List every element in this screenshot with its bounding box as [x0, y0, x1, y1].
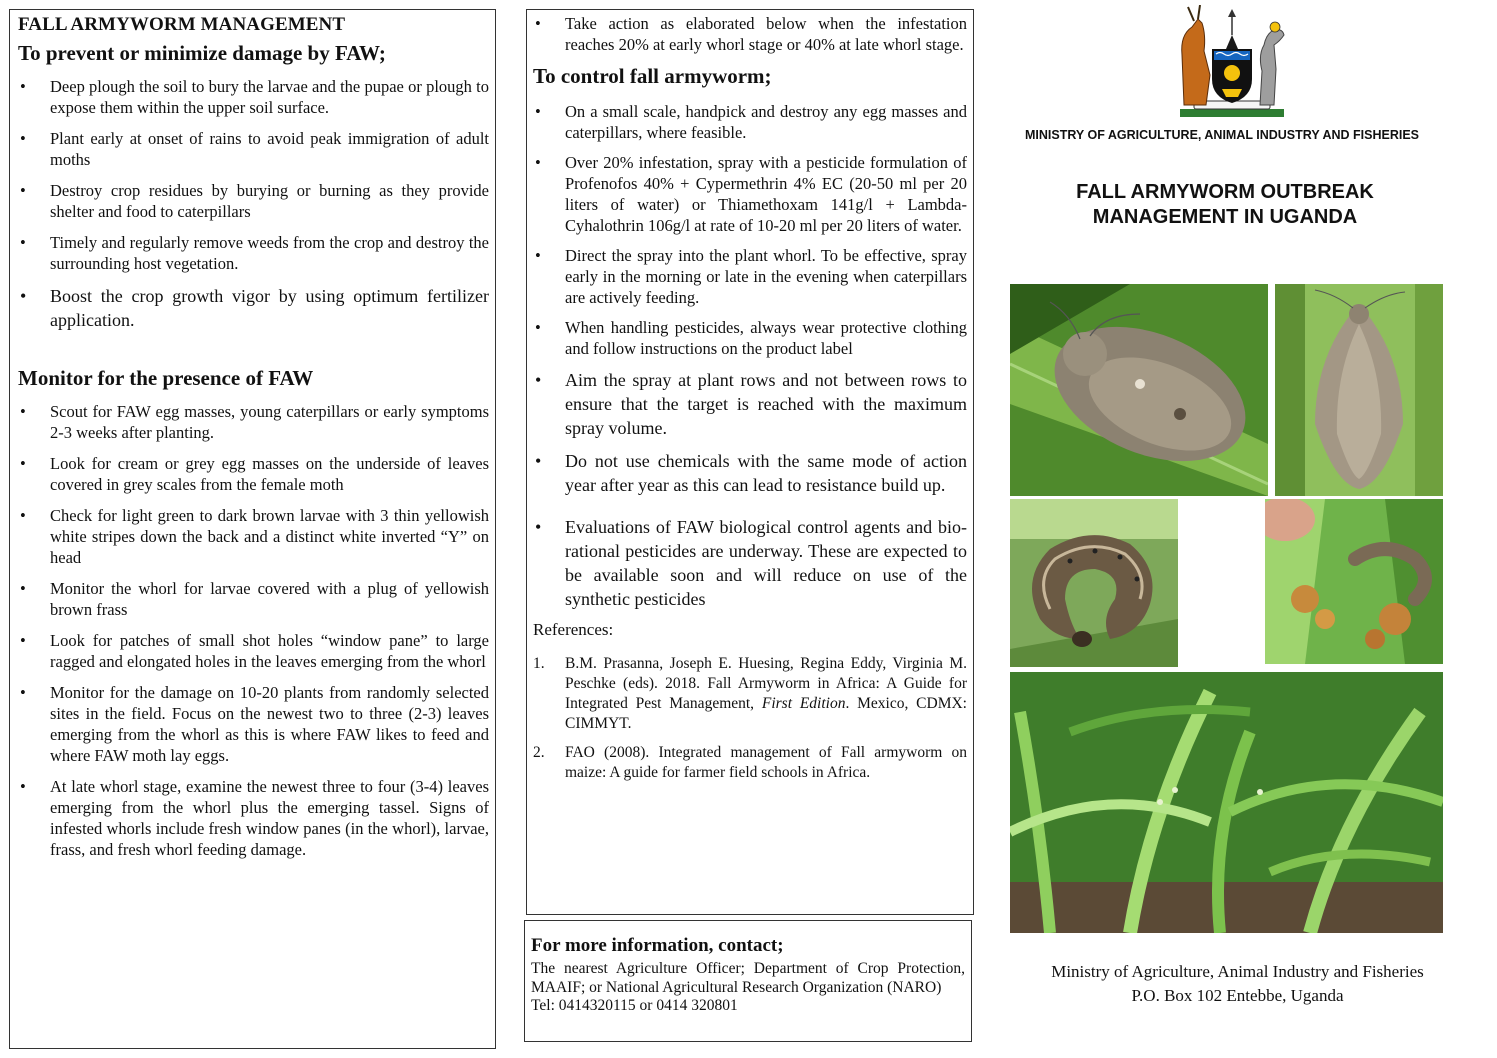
left-panel [9, 9, 496, 1049]
list-item: • Check for light green to dark brown larvae with 3 thin yellowish white stripes down the back and a distinct white inverted “Y” on head [18, 505, 489, 568]
list-item: • Evaluations of FAW biological control agents and bio-rational pesticides are underway. These are expected to be available soon and will reduce on use of the synthetic pesticides [533, 515, 967, 611]
cover-footer [1000, 960, 1475, 1008]
list-item: • Aim the spray at plant rows and not between rows to ensure that the target is reached with the maximum spray volume. [533, 368, 967, 440]
list-item: • Direct the spray into the plant whorl. To be effective, spray early in the morning or late in the evening when caterpillars are actively feeding. [533, 245, 967, 308]
monitor-list [18, 401, 489, 860]
contact-phone: Tel: 0414320115 or 0414 320801 [531, 997, 738, 1014]
footer-address: P.O. Box 102 Entebbe, Uganda [1131, 986, 1344, 1005]
list-item: • Do not use chemicals with the same mode of action year after year as this can lead to resistance build up. [533, 449, 967, 497]
contact-body: The nearest Agriculture Officer; Department of Crop Protection, MAAIF; or National Agricultural Research Organization (NARO) [531, 960, 965, 996]
list-item: • Look for cream or grey egg masses on the underside of leaves covered in grey scales from the female moth [18, 453, 489, 495]
moth-photo-2 [1275, 284, 1443, 496]
intro-list [533, 13, 967, 55]
list-item: • Destroy crop residues by burying or burning as they provide shelter and food to caterpillars [18, 180, 489, 222]
control-list [533, 101, 967, 611]
list-item: • Boost the crop growth vigor by using optimum fertilizer application. [18, 284, 489, 332]
list-item: • When handling pesticides, always wear protective clothing and follow instructions on the product label [533, 317, 967, 359]
list-item: • Plant early at onset of rains to avoid peak immigration of adult moths [18, 128, 489, 170]
references-heading: References: [533, 620, 614, 639]
list-item: • Deep plough the soil to bury the larvae and the pupae or plough to expose them within the upper soil surface. [18, 76, 489, 118]
list-item: • Scout for FAW egg masses, young caterpillars or early symptoms 2-3 weeks after planting. [18, 401, 489, 443]
larva-photo [1010, 499, 1178, 667]
cover-title-line: FALL ARMYWORM OUTBREAK [1076, 181, 1374, 203]
monitor-heading: Monitor for the presence of FAW [18, 366, 314, 390]
uganda-coat-of-arms-icon [1172, 5, 1292, 120]
cover-title [1000, 180, 1450, 230]
references-list [533, 654, 967, 783]
reference-text: FAO (2008). Integrated management of Fall armyworm on maize: A guide for farmer field schools in Africa. [565, 744, 967, 781]
ministry-name: MINISTRY OF AGRICULTURE, ANIMAL INDUSTRY AND FISHERIES [1025, 128, 1419, 142]
list-item: • Take action as elaborated below when the infestation reaches 20% at early whorl stage or 40% at late whorl stage. [533, 13, 967, 55]
reference-number: 2. [533, 744, 545, 761]
reference-item [533, 654, 967, 734]
middle-panel [526, 9, 974, 915]
list-item: • At late whorl stage, examine the newest three to four (3-4) leaves emerging from the whorl plus the emerging tassel. Signs of infested whorls include fresh window panes (in the whorl), larvae, frass, and fresh whorl feeding damage. [18, 776, 489, 860]
list-item: • On a small scale, handpick and destroy any egg masses and caterpillars, where feasible. [533, 101, 967, 143]
cover-panel [1000, 0, 1470, 1058]
larva-in-whorl-photo [1265, 499, 1443, 664]
control-heading: To control fall armyworm; [533, 64, 772, 88]
reference-number: 1. [533, 655, 545, 672]
contact-heading: For more information, contact; [531, 935, 784, 956]
brochure-heading: FALL ARMYWORM MANAGEMENT [18, 14, 346, 35]
list-item: • Timely and regularly remove weeds from the crop and destroy the surrounding host vegetation. [18, 232, 489, 274]
cover-title-line: MANAGEMENT IN UGANDA [1092, 206, 1358, 228]
footer-ministry: Ministry of Agriculture, Animal Industry and Fisheries [1051, 962, 1424, 981]
list-item: • Monitor the whorl for larvae covered with a plug of yellowish brown frass [18, 578, 489, 620]
reference-edition: First Edition [761, 695, 846, 712]
reference-item [533, 743, 967, 783]
list-item: • Monitor for the damage on 10-20 plants from randomly selected sites in the field. Focus on the newest two to three (2-3) leaves emerging from the whorl as this is where FAW likes to feed and where FAW moth lay eggs. [18, 682, 489, 766]
prevent-list [18, 76, 489, 332]
contact-box [524, 920, 972, 1042]
maize-field-photo [1010, 672, 1443, 933]
prevent-heading: To prevent or minimize damage by FAW; [18, 41, 386, 65]
reference-publisher: . Mexico, CDMX: CIMMYT. [565, 695, 967, 732]
list-item: • Look for patches of small shot holes “window pane” to large ragged and elongated holes in the leaves emerging from the whorl [18, 630, 489, 672]
list-item: • Over 20% infestation, spray with a pesticide formulation of Profenofos 40% + Cypermethrin 4% EC (20-50 ml per 20 liters of water) or Thiamethoxam 141g/l + Lambda-Cyhalothrin 106g/l at rate of 10-20 ml per 20 liters of water. [533, 152, 967, 236]
moth-photo-1 [1010, 284, 1268, 496]
reference-text: B.M. Prasanna, Joseph E. Huesing, Regina Eddy, Virginia M. Peschke (eds). 2018. Fall Armyworm in Africa: A Guide for Integrated Pest Management, [565, 655, 967, 712]
